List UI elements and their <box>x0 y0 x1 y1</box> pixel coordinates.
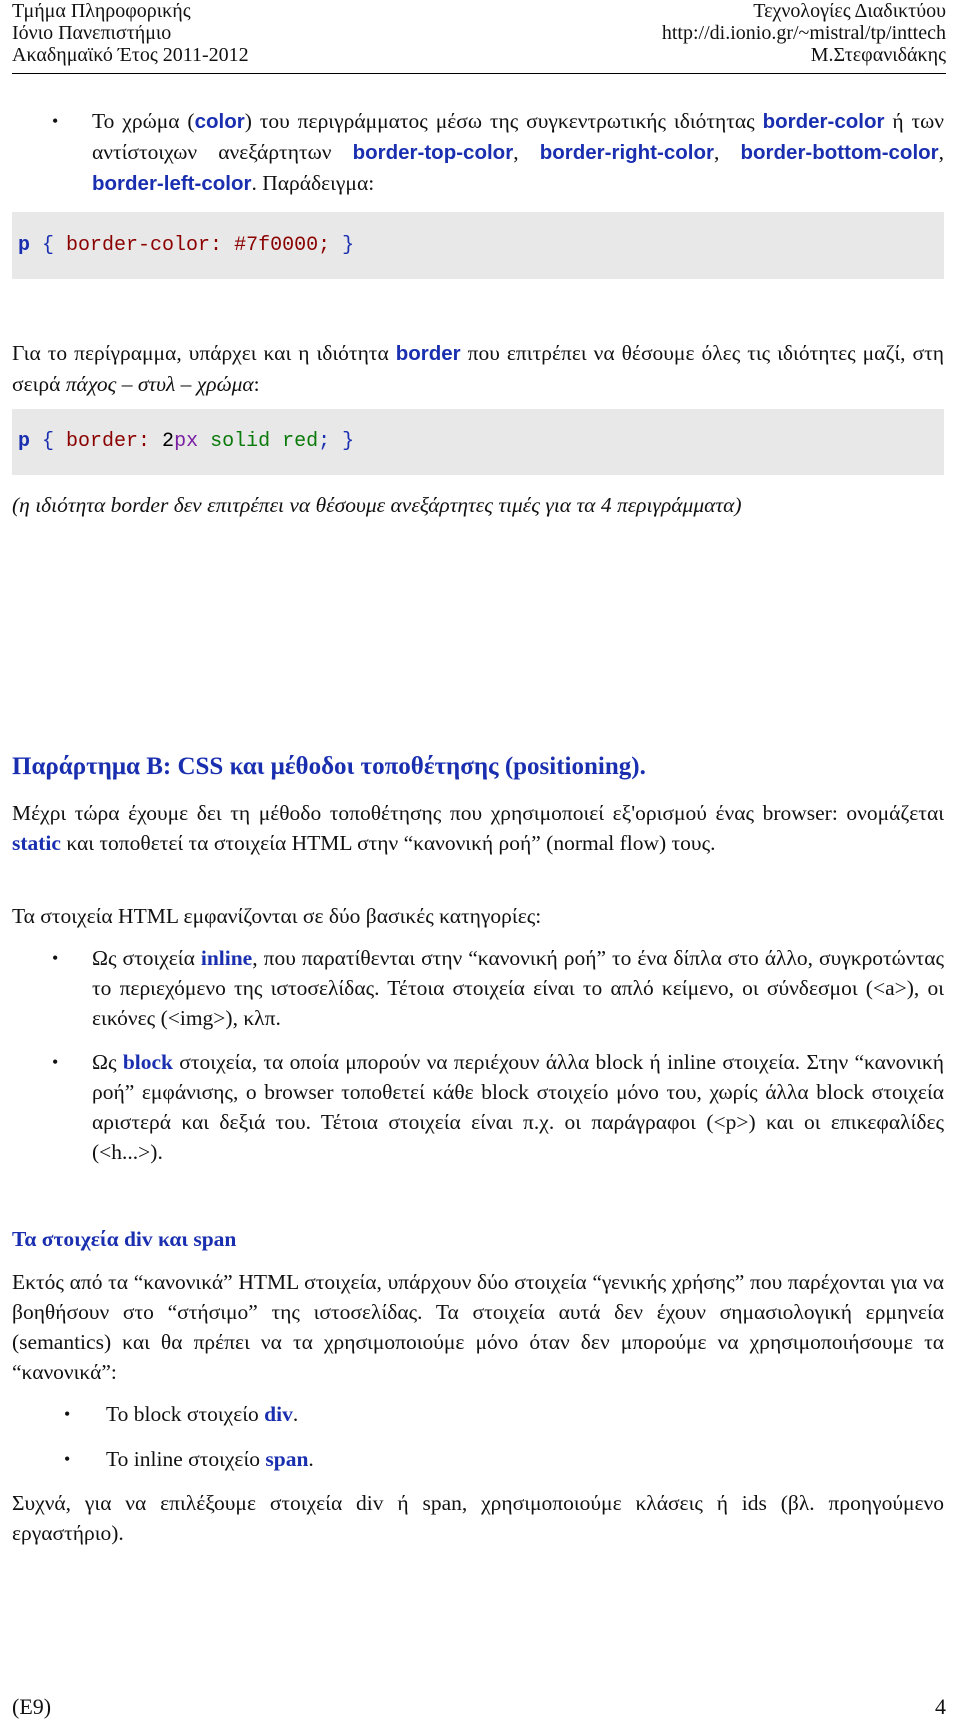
bullet-item: • Το inline στοιχείο span. <box>12 1444 944 1474</box>
div-list-item <box>12 1399 944 1429</box>
bullet-item: • Το block στοιχείο div. <box>12 1399 944 1429</box>
span-list-item <box>12 1444 944 1474</box>
section-title-div-span: Τα στοιχεία div και span <box>12 1227 237 1251</box>
keyword-border: border <box>395 342 461 365</box>
keyword-inline: inline <box>200 946 253 970</box>
div-span-paragraph: Εκτός από τα “κανονικά” HTML στοιχεία, υπάρχουν δύο στοιχεία “γενικής χρήσης” που παρέχονται για να βοηθήσουν στο “στήσιμο” της ιστοσελίδας. Τα στοιχεία αυτά δεν έχουν σημασιολογική ερμηνεία (semantics) και θα πρέπει να τα χρησιμοποιούμε μόνο όταν δεν μπορούμε να χρησιμοποιήσουμε τα “κανονικά”: <box>12 1270 944 1384</box>
categories-intro: Τα στοιχεία HTML εμφανίζονται σε δύο βασικές κατηγορίες: <box>12 904 542 928</box>
bullet-dot: • <box>52 948 59 968</box>
keyword-div: div <box>264 1402 293 1426</box>
bullet-dot: • <box>64 1449 71 1469</box>
border-color-paragraph <box>12 106 944 199</box>
keyword-span: span <box>265 1447 309 1471</box>
appendix-title: Παράρτημα Β: CSS και μέθοδοι τοποθέτησης (positioning). <box>12 753 646 780</box>
page-number: 4 <box>935 1694 946 1719</box>
static-positioning-paragraph: Μέχρι τώρα έχουμε δει τη μέθοδο τοποθέτησης που χρησιμοποιεί εξ'ορισμού ένας browser: ονομάζεται static και τοποθετεί τα στοιχεία HTML στην “κανονική ροή” (normal flow) τους. <box>12 801 944 855</box>
header-university: Ιόνιο Πανεπιστήμιο <box>12 22 172 44</box>
bullet-item: • Το χρώμα (color) του περιγράμματος μέσω της συγκεντρωτικής ιδιότητας border-color ή των αντίστοιχων ανεξάρτητων border-top-color, border-right-color, border-bottom-color, border-left-color. Παράδειγμα: <box>12 106 944 199</box>
bullet-item: • Ως στοιχεία inline, που παρατίθενται στην “κανονική ροή” το ένα δίπλα στο άλλο, συγκροτώντας το περιεχόμενο της ιστοσελίδας. Τέτοια στοιχεία είναι το απλό κείμενο, οι σύνδεσμοι (<a>), οι εικόνες (<img>), κλπ. <box>12 943 944 1033</box>
header-url: http://di.ionio.gr/~mistral/tp/inttech <box>661 22 946 44</box>
header-department: Τμήμα Πληροφορικής <box>12 0 191 22</box>
header-left <box>12 0 249 66</box>
code-example-border-color: p { border-color: #7f0000; } <box>12 212 944 279</box>
border-shorthand-paragraph: Για το περίγραμμα, υπάρχει και η ιδιότητα border που επιτρέπει να θέσουμε όλες τις ιδιότητες μαζί, στη σειρά πάχος – στυλ – χρώμα: <box>12 341 944 396</box>
classes-ids-paragraph: Συχνά, για να επιλέξουμε στοιχεία div ή span, χρησιμοποιούμε κλάσεις ή ids (βλ. προηγούμενο εργαστήριο). <box>12 1491 944 1545</box>
header-divider <box>12 73 946 74</box>
block-bullet <box>12 1047 944 1167</box>
header-course: Τεχνολογίες Διαδικτύου <box>753 0 946 22</box>
keyword-color: color <box>194 110 245 133</box>
keyword-static: static <box>12 831 61 855</box>
bullet-dot: • <box>52 1052 59 1072</box>
bullet-dot: • <box>52 111 59 131</box>
keyword-border-color: border-color <box>762 110 885 133</box>
keyword-border-top-color: border-top-color <box>352 141 514 164</box>
code-example-border: p { border: 2px solid red; } <box>12 409 944 475</box>
border-note: (η ιδιότητα border δεν επιτρέπει να θέσουμε ανεξάρτητες τιμές για τα 4 περιγράμματα) <box>12 493 742 517</box>
keyword-border-bottom-color: border-bottom-color <box>740 141 939 164</box>
bullet-dot: • <box>64 1404 71 1424</box>
keyword-border-left-color: border-left-color <box>92 172 252 195</box>
inline-bullet <box>12 943 944 1033</box>
bullet-item: • Ως block στοιχεία, τα οποία μπορούν να περιέχουν άλλα block ή inline στοιχεία. Στην “κανονική ροή” εμφάνισης, ο browser τοποθετεί κάθε block στοιχείο μόνο του, χωρίς άλλα block στοιχεία αριστερά και δεξιά του. Τέτοια στοιχεία είναι π.χ. οι παράγραφοι (<p>) και οι επικεφαλίδες (<h...>). <box>12 1047 944 1167</box>
keyword-border-right-color: border-right-color <box>539 141 714 164</box>
header-author: Μ.Στεφανιδάκης <box>810 44 946 66</box>
keyword-block: block <box>122 1050 173 1074</box>
footer-exercise-id: (E9) <box>12 1694 52 1719</box>
header-right <box>662 0 946 66</box>
header-academic-year: Ακαδημαϊκό Έτος 2011-2012 <box>12 44 249 66</box>
